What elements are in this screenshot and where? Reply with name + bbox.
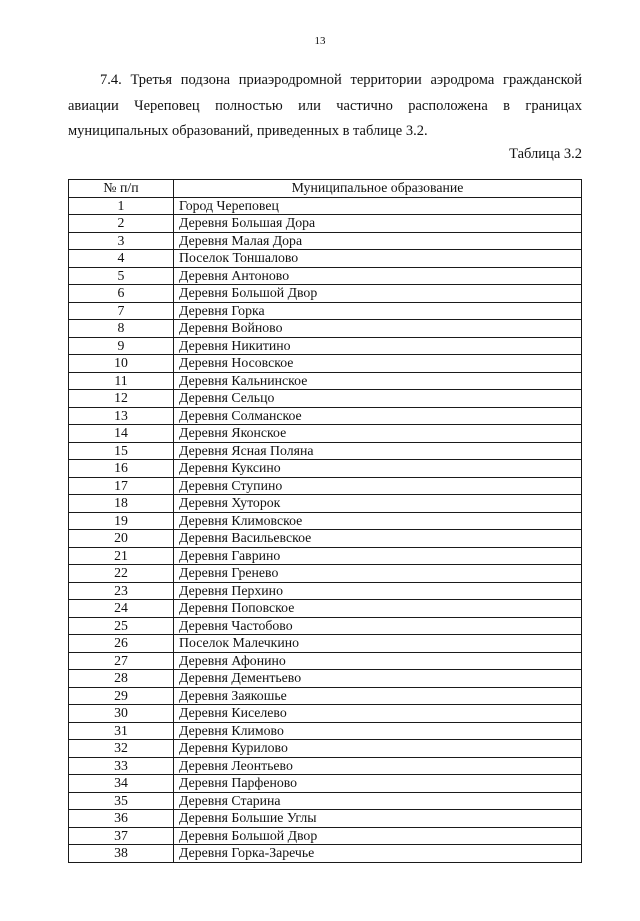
row-number: 10 bbox=[69, 355, 174, 373]
row-municipality: Деревня Гаврино bbox=[174, 547, 582, 565]
row-number: 25 bbox=[69, 617, 174, 635]
row-number: 34 bbox=[69, 775, 174, 793]
row-number: 31 bbox=[69, 722, 174, 740]
row-municipality: Деревня Ступино bbox=[174, 477, 582, 495]
row-municipality: Деревня Киселево bbox=[174, 705, 582, 723]
row-number: 21 bbox=[69, 547, 174, 565]
row-municipality: Поселок Малечкино bbox=[174, 635, 582, 653]
row-municipality: Деревня Старина bbox=[174, 792, 582, 810]
row-municipality: Деревня Афонино bbox=[174, 652, 582, 670]
row-number: 16 bbox=[69, 460, 174, 478]
row-municipality: Деревня Большая Дора bbox=[174, 215, 582, 233]
row-municipality: Деревня Поповское bbox=[174, 600, 582, 618]
row-municipality: Деревня Сельцо bbox=[174, 390, 582, 408]
table-row bbox=[69, 250, 582, 268]
table-row bbox=[69, 197, 582, 215]
row-municipality: Город Череповец bbox=[174, 197, 582, 215]
table-row bbox=[69, 355, 582, 373]
row-number: 37 bbox=[69, 827, 174, 845]
row-number: 27 bbox=[69, 652, 174, 670]
page-number: 13 bbox=[314, 35, 326, 47]
table-row bbox=[69, 477, 582, 495]
row-municipality: Деревня Заякошье bbox=[174, 687, 582, 705]
table-row bbox=[69, 617, 582, 635]
row-municipality: Деревня Климово bbox=[174, 722, 582, 740]
table-row bbox=[69, 722, 582, 740]
table-row bbox=[69, 512, 582, 530]
row-municipality: Деревня Горка-Заречье bbox=[174, 845, 582, 863]
row-municipality: Деревня Ясная Поляна bbox=[174, 442, 582, 460]
table-row bbox=[69, 390, 582, 408]
row-municipality: Деревня Парфеново bbox=[174, 775, 582, 793]
table-row bbox=[69, 442, 582, 460]
row-number: 38 bbox=[69, 845, 174, 863]
row-municipality: Деревня Яконское bbox=[174, 425, 582, 443]
row-municipality: Деревня Большой Двор bbox=[174, 285, 582, 303]
municipalities-table bbox=[68, 179, 582, 863]
row-number: 2 bbox=[69, 215, 174, 233]
header-number: № п/п bbox=[69, 180, 174, 198]
row-municipality: Деревня Дементьево bbox=[174, 670, 582, 688]
row-municipality: Деревня Перхино bbox=[174, 582, 582, 600]
row-number: 20 bbox=[69, 530, 174, 548]
header-municipality: Муниципальное образование bbox=[174, 180, 582, 198]
row-number: 23 bbox=[69, 582, 174, 600]
row-municipality: Деревня Войново bbox=[174, 320, 582, 338]
row-municipality: Деревня Малая Дора bbox=[174, 232, 582, 250]
row-municipality: Деревня Горка bbox=[174, 302, 582, 320]
table-row bbox=[69, 565, 582, 583]
row-number: 32 bbox=[69, 740, 174, 758]
table-row bbox=[69, 810, 582, 828]
row-municipality: Деревня Васильевское bbox=[174, 530, 582, 548]
table-row bbox=[69, 302, 582, 320]
table-row bbox=[69, 285, 582, 303]
row-number: 15 bbox=[69, 442, 174, 460]
table-row bbox=[69, 740, 582, 758]
table-row bbox=[69, 407, 582, 425]
table-header-row bbox=[69, 180, 582, 198]
table-caption: Таблица 3.2 bbox=[509, 146, 582, 162]
table-body bbox=[69, 197, 582, 862]
row-municipality: Деревня Никитино bbox=[174, 337, 582, 355]
row-number: 14 bbox=[69, 425, 174, 443]
row-municipality: Деревня Солманское bbox=[174, 407, 582, 425]
table-row bbox=[69, 757, 582, 775]
row-number: 9 bbox=[69, 337, 174, 355]
table-row bbox=[69, 635, 582, 653]
row-number: 5 bbox=[69, 267, 174, 285]
row-municipality: Деревня Гренево bbox=[174, 565, 582, 583]
intro-line-2: авиации Череповец полностью или частично расположена в границах bbox=[68, 97, 582, 114]
row-municipality: Деревня Антоново bbox=[174, 267, 582, 285]
intro-paragraph bbox=[68, 68, 582, 145]
table-row bbox=[69, 530, 582, 548]
row-municipality: Деревня Куксино bbox=[174, 460, 582, 478]
table-row bbox=[69, 215, 582, 233]
row-number: 28 bbox=[69, 670, 174, 688]
row-number: 22 bbox=[69, 565, 174, 583]
row-number: 30 bbox=[69, 705, 174, 723]
row-number: 11 bbox=[69, 372, 174, 390]
table-row bbox=[69, 320, 582, 338]
table-row bbox=[69, 267, 582, 285]
table-row bbox=[69, 337, 582, 355]
row-municipality: Деревня Носовское bbox=[174, 355, 582, 373]
table-row bbox=[69, 652, 582, 670]
row-municipality: Деревня Большой Двор bbox=[174, 827, 582, 845]
row-number: 36 bbox=[69, 810, 174, 828]
table-row bbox=[69, 775, 582, 793]
row-number: 26 bbox=[69, 635, 174, 653]
table-row bbox=[69, 705, 582, 723]
row-number: 3 bbox=[69, 232, 174, 250]
row-municipality: Деревня Курилово bbox=[174, 740, 582, 758]
row-municipality: Деревня Климовское bbox=[174, 512, 582, 530]
row-number: 7 bbox=[69, 302, 174, 320]
row-number: 19 bbox=[69, 512, 174, 530]
row-number: 13 bbox=[69, 407, 174, 425]
row-number: 35 bbox=[69, 792, 174, 810]
row-number: 6 bbox=[69, 285, 174, 303]
table-row bbox=[69, 425, 582, 443]
row-number: 29 bbox=[69, 687, 174, 705]
row-number: 24 bbox=[69, 600, 174, 618]
table-row bbox=[69, 670, 582, 688]
table-row bbox=[69, 372, 582, 390]
table-row bbox=[69, 600, 582, 618]
table-row bbox=[69, 495, 582, 513]
row-municipality: Деревня Кальнинское bbox=[174, 372, 582, 390]
row-municipality: Поселок Тоншалово bbox=[174, 250, 582, 268]
row-municipality: Деревня Хуторок bbox=[174, 495, 582, 513]
row-number: 18 bbox=[69, 495, 174, 513]
row-number: 12 bbox=[69, 390, 174, 408]
table-row bbox=[69, 845, 582, 863]
row-number: 1 bbox=[69, 197, 174, 215]
row-number: 17 bbox=[69, 477, 174, 495]
table-row bbox=[69, 232, 582, 250]
row-municipality: Деревня Леонтьево bbox=[174, 757, 582, 775]
row-number: 33 bbox=[69, 757, 174, 775]
intro-line-1: 7.4. Третья подзона приаэродромной территории аэродрома гражданской bbox=[100, 72, 582, 88]
table-row bbox=[69, 827, 582, 845]
table-row bbox=[69, 582, 582, 600]
intro-line-3: муниципальных образований, приведенных в таблице 3.2. bbox=[68, 123, 428, 139]
row-number: 8 bbox=[69, 320, 174, 338]
table-row bbox=[69, 687, 582, 705]
table-row bbox=[69, 460, 582, 478]
row-municipality: Деревня Частобово bbox=[174, 617, 582, 635]
table-row bbox=[69, 547, 582, 565]
table-row bbox=[69, 792, 582, 810]
row-number: 4 bbox=[69, 250, 174, 268]
row-municipality: Деревня Большие Углы bbox=[174, 810, 582, 828]
